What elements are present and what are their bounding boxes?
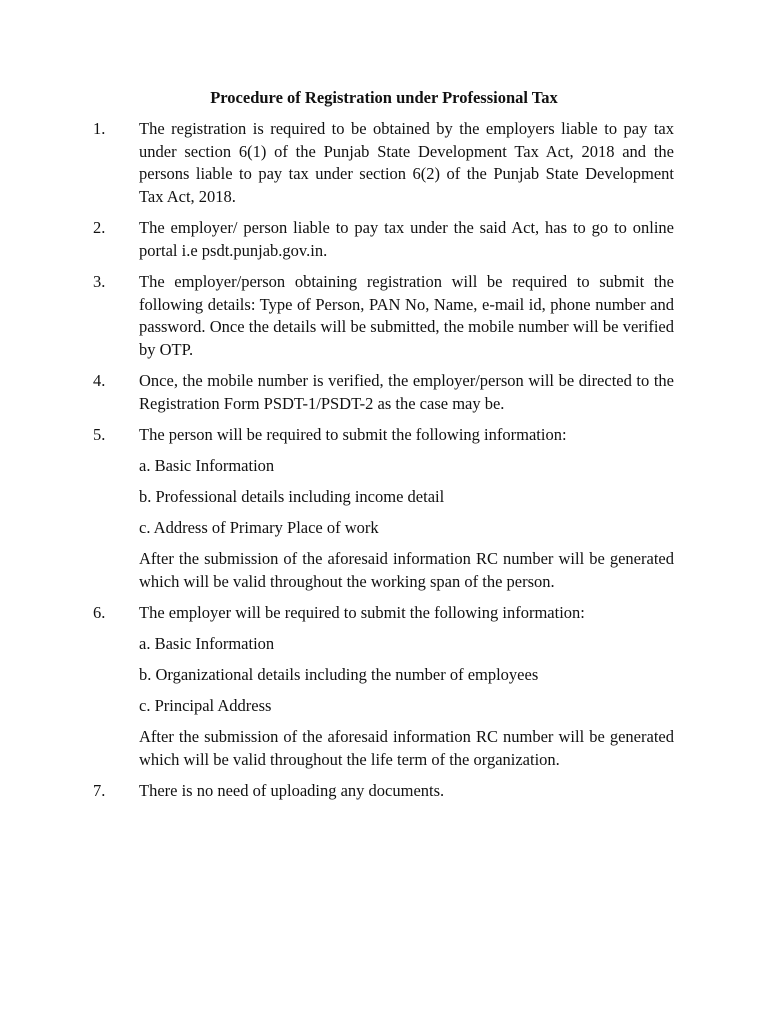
sub-item: a. Basic Information — [139, 634, 275, 653]
item-text: The employer will be required to submit the following information: — [139, 603, 585, 622]
list-item-4 — [0, 370, 768, 415]
sub-item: b. Professional details including income detail — [139, 487, 445, 506]
sub-item: b. Organizational details including the number of employees — [139, 665, 539, 684]
sub-item: c. Address of Primary Place of work — [139, 518, 379, 537]
list-item-5 — [0, 424, 768, 593]
item-text: The person will be required to submit the following information: — [139, 425, 567, 444]
item-number: 5. — [93, 425, 106, 444]
item-number: 2. — [93, 218, 106, 237]
item-number: 6. — [93, 603, 106, 622]
list-item-7 — [0, 780, 768, 803]
item-text: Once, the mobile number is verified, the employer/person will be directed to the Registration Form PSDT-1/PSDT-2 as the case may be. — [139, 371, 674, 413]
list-item-2 — [0, 217, 768, 262]
procedure-list — [0, 118, 768, 812]
item-number: 3. — [93, 272, 106, 291]
item-text: There is no need of uploading any documents. — [139, 781, 445, 800]
item-number: 1. — [93, 119, 106, 138]
document-title: Procedure of Registration under Professional Tax — [210, 88, 558, 107]
item-followup-text: After the submission of the aforesaid information RC number will be generated which will be valid throughout the life term of the organization. — [139, 727, 674, 769]
item-text: The registration is required to be obtained by the employers liable to pay tax under section 6(1) of the Punjab State Development Tax Act, 2018 and the persons liable to pay tax under section 6(2) of the Punjab State Development Tax Act, 2018. — [139, 119, 674, 206]
sub-item: c. Principal Address — [139, 696, 272, 715]
list-item-6 — [0, 602, 768, 771]
item-text: The employer/person obtaining registration will be required to submit the following details: Type of Person, PAN No, Name, e-mail id, phone number and password. Once the details will be submitted, the mobile number will be verified by OTP. — [139, 272, 674, 359]
item-number: 7. — [93, 781, 106, 800]
item-followup-text: After the submission of the aforesaid information RC number will be generated which will be valid throughout the working span of the person. — [139, 549, 674, 591]
sub-item: a. Basic Information — [139, 456, 275, 475]
item-number: 4. — [93, 371, 106, 390]
list-item-3 — [0, 271, 768, 361]
item-text: The employer/ person liable to pay tax under the said Act, has to go to online portal i.e psdt.punjab.gov.in. — [139, 218, 674, 260]
list-item-1 — [0, 118, 768, 208]
